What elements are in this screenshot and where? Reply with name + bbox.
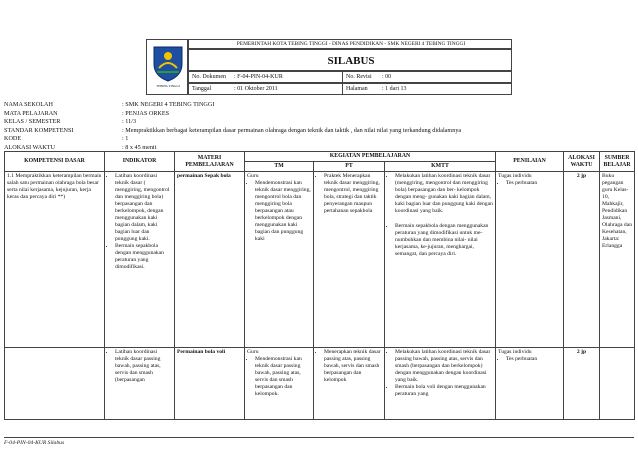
list-item: • Tes perbuatan bbox=[506, 180, 561, 187]
list-item: • Latihan koordinasi teknik dasar passing bawah, passing atas, servis dan smash (berpasangan bbox=[115, 349, 172, 384]
kmtt-cell bbox=[385, 348, 496, 420]
footer-divider bbox=[4, 437, 634, 438]
alokasi-cell: 2 jp bbox=[564, 348, 600, 420]
kd-cell bbox=[5, 348, 105, 420]
kd-cell: 1.1 Mempraktikkan keterampilan bermain salah satu permainan olahraga bola besar serta nilai kerjasama, kejujuran, kerja keras dan percaya diri **) bbox=[5, 172, 105, 348]
list-item: • Praktek Menerapkan teknik dasar menggiring, mengontrol, menggiring bola, strategi dan taktik penyerangan maupun pertahanan sepakbola bbox=[324, 173, 382, 215]
header-kd: KOMPETENSI DASAR bbox=[5, 152, 105, 172]
header-tm: TM bbox=[245, 162, 314, 172]
tm-cell bbox=[245, 348, 314, 420]
list-item: • Tes perbuatan bbox=[506, 356, 561, 363]
revision-value: : 00 bbox=[382, 74, 392, 80]
date-row bbox=[188, 83, 512, 95]
agency-name: PEMERINTAH KOTA TEBING TINGGI - DINAS PENDIDIKAN - SMK NEGERI 4 TEBING TINGGI bbox=[236, 41, 466, 47]
list-item: • Bermain sepakbola dengan menggunakan peraturan yang dimodifikasi. bbox=[115, 243, 172, 271]
list-item: • Mendemonstrasi kan teknik dasar menggiring, mengontrol bola dan menggiring bola berpasangan atau berkelompok dengan menggunakan kaki bagian dan punggung kaki bbox=[255, 180, 311, 243]
page-label: Halaman bbox=[346, 86, 368, 92]
list-item: • Bermain sepakbola dengan menggunakan peraturan yang dimodifikasi untuk me- numbuhkan dan membina nilai- nilai kerjasama, ke-jujuran, menghargai, semangat, dan percaya diri. bbox=[395, 223, 493, 258]
list-item: • Mendemonstrasi kan teknik dasar passing bawah, passing atas, servis dan smash berpasangan dan kelompok. bbox=[255, 356, 311, 398]
list-item: • Menerapkan teknik dasar passing atas, passing bawah, servis dan smash berpasangan dan kelompok bbox=[324, 349, 382, 384]
header-indikator: INDIKATOR bbox=[105, 152, 175, 172]
list-item: • Latihan koordinasi teknik dasar ( menggiring, mengontrol dan menggiring bola) berpasangan dan berkelompok, dengan menggunakan kaki bagian dalam, kaki bagian luar dan punggung kaki. bbox=[115, 173, 172, 243]
penilaian-type: Tugas individu bbox=[498, 173, 532, 179]
info-time: ALOKASI WAKTU : 8 x 45 menit bbox=[4, 143, 157, 151]
penilaian-cell bbox=[496, 348, 564, 420]
indikator-cell bbox=[105, 348, 175, 420]
list-item: • Melakukan latihan koordinasi teknik dasar (menggiring, mengontrol dan menggiring bola) berpasangan dan ber- kelompok dengan meng- gunakan kaki bagian dalam, kaki bagian luar dan punggung kaki dengan koordinasi yang baik. bbox=[395, 173, 493, 215]
header-kmtt: KMTT bbox=[385, 162, 496, 172]
school-logo bbox=[146, 39, 188, 95]
doc-no-label: No. Dokumen bbox=[192, 74, 226, 80]
info-subject: MATA PELAJARAN : PENJAS ORKES bbox=[4, 109, 170, 117]
document-title: SILABUS bbox=[327, 55, 375, 67]
sumber-cell: Buku pegangan guru Kelas-10, Mahkajir, Pendidikan Jasmani, Olahraga dan Kesehatan, Jakarta: Erlangga bbox=[600, 172, 635, 348]
header-alokasi: ALOKASI WAKTU bbox=[564, 152, 600, 172]
kmtt-cell bbox=[385, 172, 496, 348]
materi-cell: permainan Sepak bola bbox=[175, 172, 245, 348]
materi-cell: Permainan bola voli bbox=[175, 348, 245, 420]
info-class: KELAS / SEMESTER : 11/3 bbox=[4, 118, 137, 125]
doc-row bbox=[188, 71, 512, 83]
header-pt: PT bbox=[314, 162, 385, 172]
alokasi-cell: 2 jp bbox=[564, 172, 600, 348]
penilaian-type: Tugas individu bbox=[498, 349, 532, 355]
footer-text: F-04-PIN-04-KUR Silabus bbox=[4, 440, 65, 446]
logo-caption: TEBING TINGGI bbox=[156, 84, 180, 88]
date-label: Tanggal bbox=[192, 86, 212, 92]
tm-actor: Guru bbox=[247, 173, 259, 179]
tm-cell bbox=[245, 172, 314, 348]
info-school: NAMA SEKOLAH : SMK NEGERI 4 TEBING TINGGI bbox=[4, 101, 215, 108]
header-sumber: SUMBER BELAJAR bbox=[600, 152, 635, 172]
date-value: : 01 Oktober 2011 bbox=[234, 86, 278, 92]
tm-actor: Guru bbox=[247, 349, 259, 355]
header-materi: MATERI PEMBELAJARAN bbox=[175, 152, 245, 172]
list-item: • Bermain bola voli dengan menggunakan peraturan yang bbox=[395, 384, 493, 398]
revision-label: No. Revisi bbox=[346, 74, 372, 80]
crest-icon bbox=[151, 44, 185, 82]
header-penilaian: PENILAIAN bbox=[496, 152, 564, 172]
title-row bbox=[188, 49, 512, 71]
header-kegiatan: KEGIATAN PEMBELAJARAN bbox=[245, 152, 496, 162]
info-code: KODE : 1 bbox=[4, 135, 129, 142]
table-row bbox=[5, 348, 635, 420]
list-item: • Melakukan latihan koordinasi teknik dasar passing bawah, passing atas, servis dan smash (berpasangan dan berkelompok) dengan menggunakan dengan koordinasi yang baik. bbox=[395, 349, 493, 384]
pt-cell bbox=[314, 172, 385, 348]
sumber-cell bbox=[600, 348, 635, 420]
indikator-cell bbox=[105, 172, 175, 348]
table-row bbox=[5, 172, 635, 348]
doc-no-value: : F-04-PIN-04-KUR bbox=[234, 74, 283, 80]
penilaian-cell bbox=[496, 172, 564, 348]
syllabus-table bbox=[4, 151, 635, 420]
info-competency: STANDAR KOMPETENSI : Mempraktikkan berbagai keterampilan dasar permainan olahraga dengan teknik dan taktik , dan nilai nilai yang terkandung didalamnya bbox=[4, 126, 462, 134]
agency-row bbox=[188, 39, 512, 49]
pt-cell bbox=[314, 348, 385, 420]
page-value: : 1 dari 13 bbox=[382, 86, 407, 92]
